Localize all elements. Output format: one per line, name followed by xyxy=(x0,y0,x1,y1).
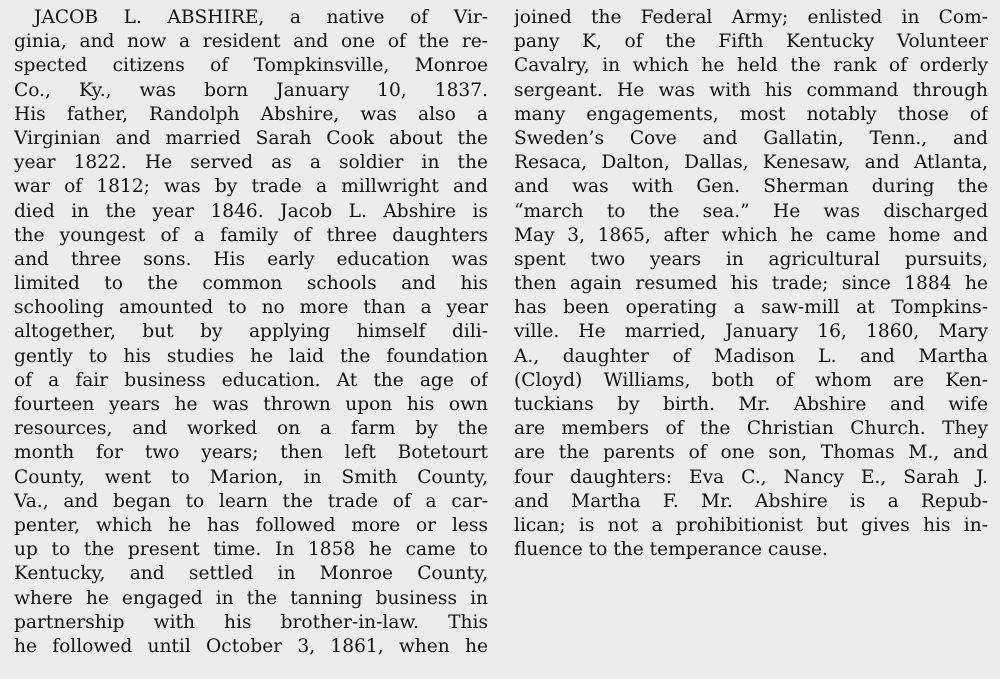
text-line: May 3, 1865, after which he came home and xyxy=(514,224,988,246)
text-line: spent two years in agricultural pursuits, xyxy=(514,248,988,270)
text-line: the youngest of a family of three daughters xyxy=(14,224,488,246)
text-line: many engagements, most notably those of xyxy=(514,103,988,125)
text-line: altogether, but by applying himself dili- xyxy=(14,321,488,343)
text-line: Kentucky, and settled in Monroe County, xyxy=(14,563,488,585)
text-line: “march to the sea.” He was discharged xyxy=(514,200,988,222)
text-line: then again resumed his trade; since 1884 he xyxy=(514,273,988,295)
text-line: Cavalry, in which he held the rank of orderly xyxy=(514,55,988,77)
text-line: up to the present time. In 1858 he came to xyxy=(14,539,488,561)
text-line: Sweden’s Cove and Gallatin, Tenn., and xyxy=(514,127,988,149)
text-line: and Martha F. Mr. Abshire is a Repub- xyxy=(514,490,988,512)
text-line: of a fair business education. At the age of xyxy=(14,369,488,391)
text-line: Co., Ky., was born January 10, 1837. xyxy=(14,79,488,101)
text-line: ville. He married, January 16, 1860, Mary xyxy=(514,321,988,343)
text-line: A., daughter of Madison L. and Martha xyxy=(514,345,988,367)
text-line: (Cloyd) Williams, both of whom are Ken- xyxy=(514,369,988,391)
text-line: joined the Federal Army; enlisted in Com- xyxy=(514,7,988,28)
text-line: are members of the Christian Church. They xyxy=(514,418,988,440)
text-line: schooling amounted to no more than a year xyxy=(14,297,488,319)
text-line: County, went to Marion, in Smith County, xyxy=(14,466,488,488)
text-line: war of 1812; was by trade a millwright and xyxy=(14,176,488,198)
text-line: pany K, of the Fifth Kentucky Volunteer xyxy=(514,31,988,53)
text-line: sergeant. He was with his command through xyxy=(514,79,988,101)
text-line: fourteen years he was thrown upon his own xyxy=(14,394,488,415)
text-line: JACOB L. ABSHIRE, a native of Vir- xyxy=(34,7,488,28)
text-line: fluence to the temperance cause. xyxy=(514,539,828,561)
right-column xyxy=(514,6,988,562)
text-line: are the parents of one son, Thomas M., and xyxy=(514,442,988,464)
text-line: died in the year 1846. Jacob L. Abshire is xyxy=(14,200,488,222)
text-line: spected citizens of Tompkinsville, Monroe xyxy=(14,55,488,77)
text-line: year 1822. He served as a soldier in the xyxy=(14,152,488,174)
text-line: where he engaged in the tanning business in xyxy=(14,587,488,609)
text-line: Virginian and married Sarah Cook about the xyxy=(14,127,488,149)
text-line: His father, Randolph Abshire, was also a xyxy=(14,103,488,125)
text-line: penter, which he has followed more or less xyxy=(14,514,488,536)
text-line: Resaca, Dalton, Dallas, Kenesaw, and Atlanta, xyxy=(514,152,988,174)
text-line: partnership with his brother-in-law. This xyxy=(14,611,488,633)
text-line: gently to his studies he laid the foundation xyxy=(14,345,488,367)
text-line: he followed until October 3, 1861, when he xyxy=(14,635,488,657)
text-line: month for two years; then left Botetourt xyxy=(14,442,488,464)
text-line: lican; is not a prohibitionist but gives his in- xyxy=(514,514,988,536)
text-line: tuckians by birth. Mr. Abshire and wife xyxy=(514,394,988,415)
text-line: limited to the common schools and his xyxy=(14,273,488,295)
text-line: ginia, and now a resident and one of the re- xyxy=(14,31,488,53)
text-line: four daughters: Eva C., Nancy E., Sarah J. xyxy=(514,466,988,488)
text-line: and three sons. His early education was xyxy=(14,248,488,270)
text-line: and was with Gen. Sherman during the xyxy=(514,176,988,198)
text-line: Va., and began to learn the trade of a car- xyxy=(14,490,488,512)
text-line: has been operating a saw-mill at Tompkins- xyxy=(514,297,988,319)
text-line: resources, and worked on a farm by the xyxy=(14,418,488,440)
left-column xyxy=(14,6,488,659)
